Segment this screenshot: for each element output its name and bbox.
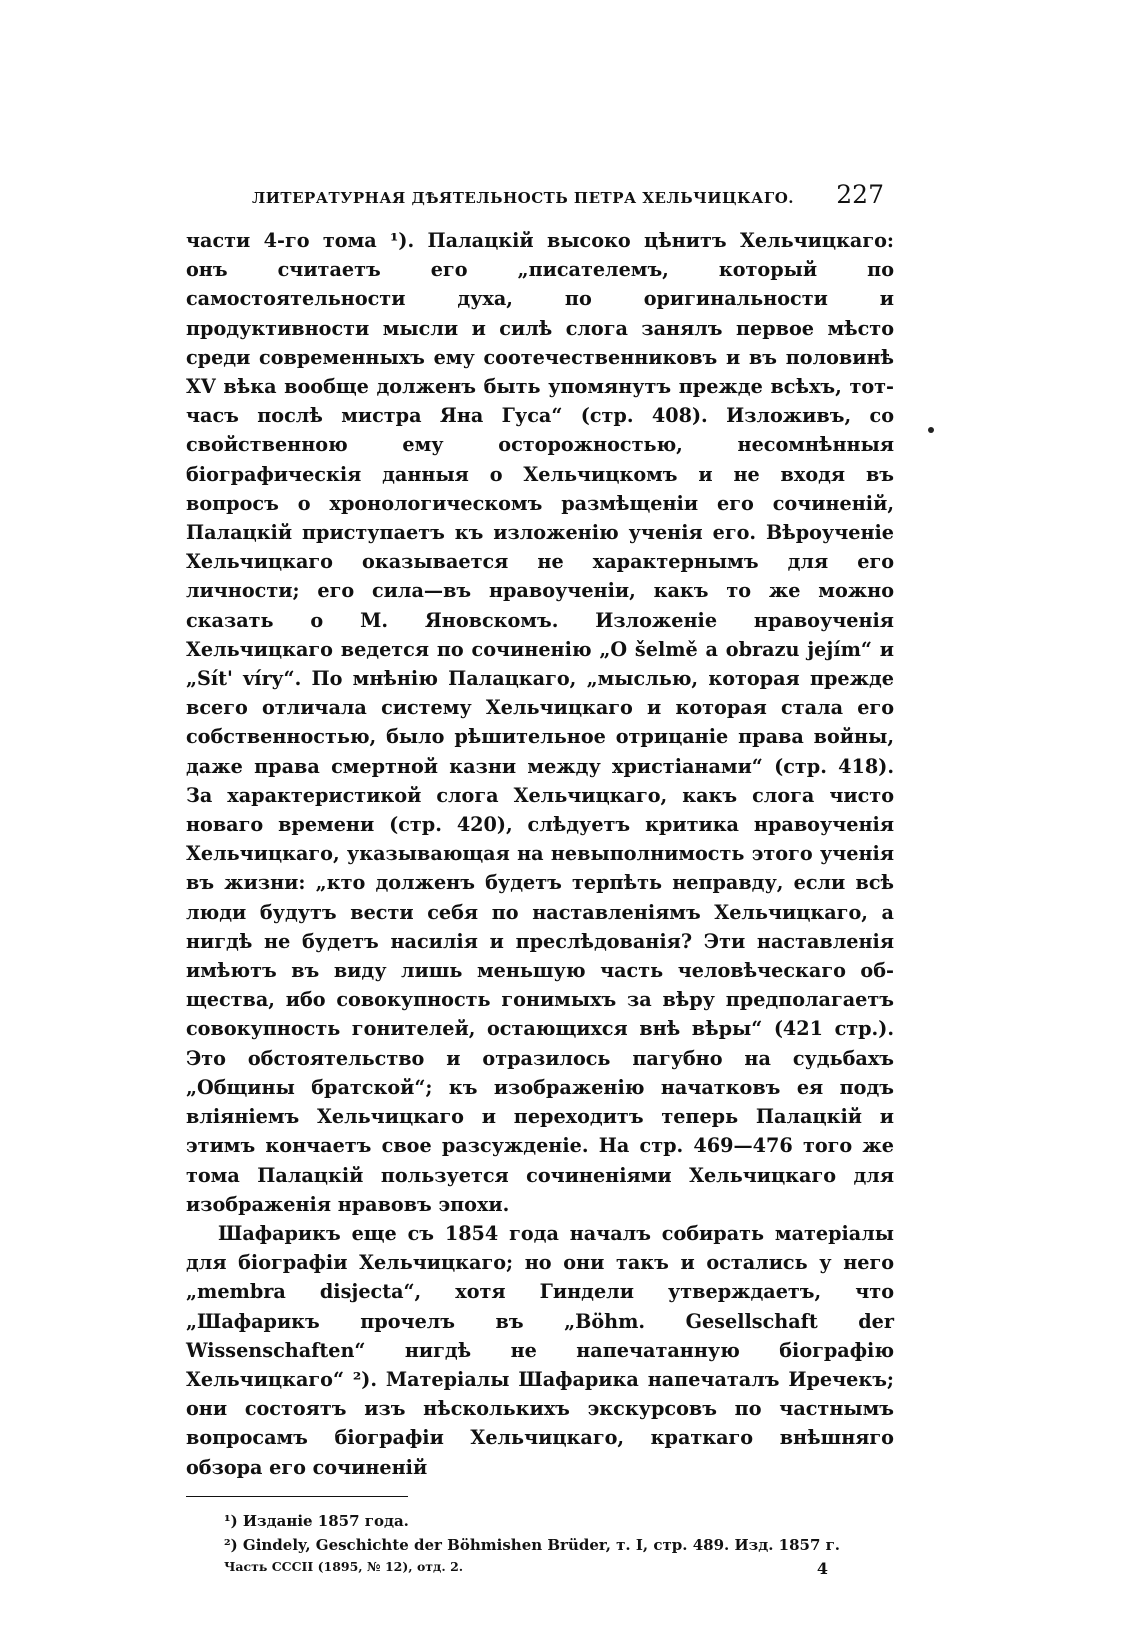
paragraph-1: части 4-го тома ¹). Палацкій высоко цѣнитъ Хельчицкаго: онъ считаетъ его „писателемъ, который по самостоятельности духа, по оригинальности и продуктивности мысли и силѣ слога занялъ первое мѣсто среди современныхъ ему соотечественниковъ и въ половинѣ XV вѣка вообще долженъ быть упомянутъ прежде всѣхъ, тотчасъ послѣ мистра Яна Гуса“ (стр. 408). Изложивъ, со свойственною ему осторожностью, несомнѣнныя біографическія данныя о Хельчицкомъ и не входя въ вопросъ о хронологическомъ размѣщеніи его сочиненій, Палацкій приступаетъ къ изложенію ученія его. Вѣроученіе Хельчицкаго оказывается не характернымъ для его личности; его сила—въ нравоученіи, какъ то же можно сказать о М. Яновскомъ. Изложеніе нравоученія Хельчицкаго ведется по сочиненію „O šelmě a obrazu jejím“ и „Sít' víry“. По мнѣнію Палацкаго, „мыслью, которая прежде всего отличала систему Хельчицкаго и которая стала его собственностью, было рѣшительное отрицаніе права войны, даже права смертной казни между христіанами“ (стр. 418). За характеристикой слога Хельчицкаго, какъ слога чисто новаго времени (стр. 420), слѣдуетъ критика нравоученія Хельчицкаго, указывающая на невыполнимость этого ученія въ жизни: „кто долженъ будетъ терпѣть неправду, если всѣ люди будутъ вести себя по наставленіямъ Хельчицкаго, а нигдѣ не будетъ насилія и преслѣдованія? Эти наставленія имѣютъ въ виду лишь меньшую часть человѣческаго общества, ибо совокупность гонимыхъ за вѣру предполагаетъ совокупность гонителей, остающихся внѣ вѣры“ (421 стр.). Это обстоятельство и отразилось пагубно на судьбахъ „Общины братской“; къ изображенію начатковъ ея подъ вліяніемъ Хельчицкаго и переходитъ теперь Палацкій и этимъ кончаетъ свое разсужденіе. На стр. 469—476 того же тома Палацкій пользуется сочиненіями Хельчицкаго для изображенія нравовъ эпохи.	[186, 229, 894, 1216]
signature-text: Часть CCCII (1895, № 12), отд. 2.	[224, 1558, 464, 1574]
footnotes	[186, 1509, 894, 1557]
printer-signature	[186, 1559, 828, 1578]
margin-dot	[928, 427, 934, 433]
footnote-1: ¹) Изданіе 1857 года.	[224, 1511, 409, 1530]
footnote-rule	[186, 1496, 408, 1497]
running-head	[186, 180, 894, 226]
page-number: 227	[836, 180, 884, 209]
footnote-2: ²) Gindely, Geschichte der Böhmishen Brüder, т. I, стр. 489. Изд. 1857 г.	[224, 1535, 841, 1554]
running-head-title: ЛИТЕРАТУРНАЯ ДѢЯТЕЛЬНОСТЬ ПЕТРА ХЕЛЬЧИЦКАГО.	[252, 189, 794, 207]
book-page	[186, 180, 894, 1578]
signature-number: 4	[816, 1558, 828, 1578]
body-text	[186, 226, 894, 1482]
paragraph-2: Шафарикъ еще съ 1854 года началъ собирать матеріалы для біографіи Хельчицкаго; но они такъ и остались у него „membra disjecta“, хотя Гиндели утверждаетъ, что „Шафарикъ прочелъ въ „Böhm. Gesellschaft der Wissenschaften“ нигдѣ не напечатанную біографію Хельчицкаго“ ²). Матеріалы Шафарика напечаталъ Иречекъ; они состоятъ изъ нѣсколькихъ экскурсовъ по частнымъ вопросамъ біографіи Хельчицкаго, краткаго внѣшняго обзора его сочиненій	[186, 1221, 894, 1479]
